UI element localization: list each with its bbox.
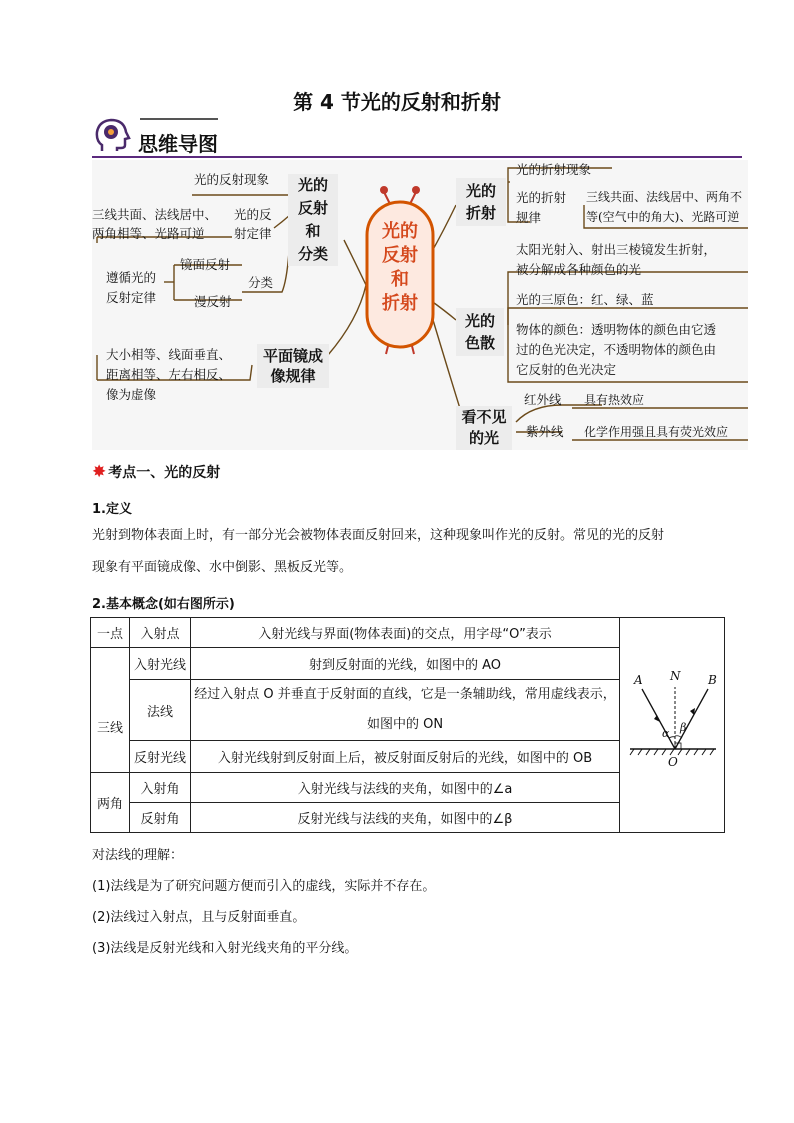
head-gear-icon bbox=[92, 117, 132, 157]
three-lines-label: 三线 bbox=[96, 720, 123, 736]
cell-one-point: 一点 bbox=[91, 618, 130, 648]
invisible-light-box bbox=[456, 406, 512, 450]
mirror-detail-2: 距离相等、左右相反、 bbox=[106, 367, 232, 382]
normal-note-3: (3)法线是反射光线和入射光线夹角的平分线。 bbox=[92, 941, 358, 956]
cell-two-angles: 两角 bbox=[91, 773, 130, 833]
label-beta: β bbox=[680, 721, 687, 734]
key-point-text: 考点一、光的反射 bbox=[108, 465, 221, 481]
cell-desc: 射到反射面的光线，如图中的 AO bbox=[191, 648, 620, 680]
diagram-cell bbox=[620, 618, 725, 833]
normal-note-2: (2)法线过入射点，且与反射面垂直。 bbox=[92, 910, 306, 925]
mirror-law-box bbox=[257, 344, 329, 388]
classify-label: 分类 bbox=[248, 275, 274, 290]
normal-desc-2: 如图中的 ON bbox=[366, 717, 444, 732]
rc-line-1: 光的 bbox=[297, 176, 328, 194]
reflection-phenomenon: 光的反射现象 bbox=[194, 172, 270, 187]
infrared-label: 红外线 bbox=[524, 392, 562, 407]
page-title: 第 4 节光的反射和折射 bbox=[293, 90, 501, 114]
rc-line-2: 反射 bbox=[297, 199, 328, 217]
key-point-heading bbox=[92, 462, 220, 482]
refraction-law-label-1: 光的折射 bbox=[516, 190, 567, 205]
refraction-law-label-2: 规律 bbox=[516, 210, 542, 225]
dispersion-detail-2: 被分解成各种颜色的光 bbox=[516, 262, 642, 277]
cell-name: 反射角 bbox=[130, 803, 191, 833]
section1-line-2: 现象有平面镜成像、水中倒影、黑板反光等。 bbox=[92, 560, 353, 575]
mirror-detail-3: 像为虚像 bbox=[106, 387, 157, 402]
reflection-law-detail-2: 两角相等、光路可逆 bbox=[92, 226, 205, 241]
section1-line-1: 光射到物体表面上时，有一部分光会被物体表面反射回来，这种现象叫作光的反射。常见的光的反射 bbox=[92, 528, 665, 543]
diffuse-reflection: 漫反射 bbox=[194, 294, 232, 309]
ultraviolet-label: 紫外线 bbox=[526, 424, 564, 439]
label-O: O bbox=[668, 755, 678, 769]
label-B: B bbox=[708, 673, 717, 687]
cell-name: 反射光线 bbox=[130, 741, 191, 773]
center-line-2: 反射 bbox=[382, 245, 418, 266]
ultraviolet-detail: 化学作用强且具有荧光效应 bbox=[584, 425, 729, 439]
mirror-detail-1: 大小相等、线面垂直、 bbox=[106, 347, 232, 362]
normal-note-1: (1)法线是为了研究问题方便而引入的虚线，实际并不存在。 bbox=[92, 879, 436, 894]
reflection-classify-box bbox=[288, 174, 338, 266]
cell-name: 入射光线 bbox=[130, 648, 191, 680]
center-line-4: 折射 bbox=[382, 293, 418, 314]
mirror-law-line-1: 平面镜成 bbox=[262, 347, 323, 365]
cell-desc: 入射光线与界面(物体表面)的交点，用字母“O”表示 bbox=[191, 618, 620, 648]
mirror-law-line-2: 像规律 bbox=[270, 367, 316, 385]
reflection-law-detail-1: 三线共面、法线居中、 bbox=[92, 207, 218, 222]
object-color-3: 它反射的色光决定 bbox=[516, 362, 617, 377]
refraction-line-2: 折射 bbox=[465, 204, 496, 222]
cell-name: 法线 bbox=[130, 680, 191, 741]
refraction-phenomenon: 光的折射现象 bbox=[516, 162, 592, 177]
normal-notes-heading: 对法线的理解： bbox=[92, 848, 184, 863]
star-icon: ✸ bbox=[92, 462, 107, 482]
dispersion-box bbox=[456, 308, 504, 356]
reflection-law-label-2: 射定律 bbox=[234, 226, 272, 241]
label-alpha: α bbox=[662, 727, 670, 740]
section2-heading: 2.基本概念(如右图所示) bbox=[92, 597, 235, 612]
invisible-line-1: 看不见 bbox=[461, 408, 507, 426]
cell-name: 入射角 bbox=[130, 773, 191, 803]
cell-name: 入射点 bbox=[130, 618, 191, 648]
cell-desc: 入射光线与法线的夹角，如图中的∠a bbox=[191, 773, 620, 803]
header-rule-top bbox=[140, 118, 218, 120]
dispersion-detail-1: 太阳光射入、射出三棱镜发生折射， bbox=[516, 242, 717, 257]
mind-map bbox=[92, 160, 748, 450]
header-rule bbox=[92, 156, 742, 158]
normal-desc-1: 经过入射点 O 并垂直于反射面的直线，它是一条辅助线，常用虚线表示， bbox=[194, 687, 616, 702]
infrared-detail: 具有热效应 bbox=[584, 393, 645, 407]
obey-label-2: 反射定律 bbox=[106, 290, 157, 305]
refraction-box bbox=[456, 178, 506, 226]
label-N: N bbox=[670, 669, 681, 683]
cell-desc: 入射光线射到反射面上后，被反射面反射后的光线，如图中的 OB bbox=[191, 741, 620, 773]
center-topic bbox=[367, 220, 433, 316]
cell-desc bbox=[191, 680, 620, 741]
object-color-1: 物体的颜色：透明物体的颜色由它透 bbox=[516, 322, 717, 337]
object-color-2: 过的色光决定，不透明物体的颜色由 bbox=[516, 342, 717, 357]
invisible-line-2: 的光 bbox=[468, 429, 499, 447]
primary-colors: 光的三原色：红、绿、蓝 bbox=[516, 292, 654, 307]
mirror-reflection: 镜面反射 bbox=[180, 257, 231, 272]
cell-three-lines bbox=[91, 648, 130, 773]
section1-heading: 1.定义 bbox=[92, 502, 132, 517]
table-row bbox=[91, 618, 725, 648]
header-title: 思维导图 bbox=[138, 132, 218, 156]
refraction-law-detail-1: 三线共面、法线居中、两角不 bbox=[586, 190, 743, 204]
rc-line-3: 和 bbox=[305, 222, 321, 240]
obey-label-1: 遵循光的 bbox=[106, 270, 157, 285]
refraction-law-detail-2: 等(空气中的角大)、光路可逆 bbox=[586, 210, 740, 224]
concept-table bbox=[90, 617, 725, 833]
rc-line-4: 分类 bbox=[297, 245, 328, 263]
reflection-law-label-1: 光的反 bbox=[234, 207, 272, 222]
refraction-line-1: 光的 bbox=[465, 182, 496, 200]
cell-desc: 反射光线与法线的夹角，如图中的∠β bbox=[191, 803, 620, 833]
label-A: A bbox=[634, 673, 643, 687]
center-line-3: 和 bbox=[391, 269, 409, 290]
center-line-1: 光的 bbox=[382, 221, 418, 242]
dispersion-line-2: 色散 bbox=[464, 334, 495, 352]
dispersion-line-1: 光的 bbox=[464, 312, 495, 330]
